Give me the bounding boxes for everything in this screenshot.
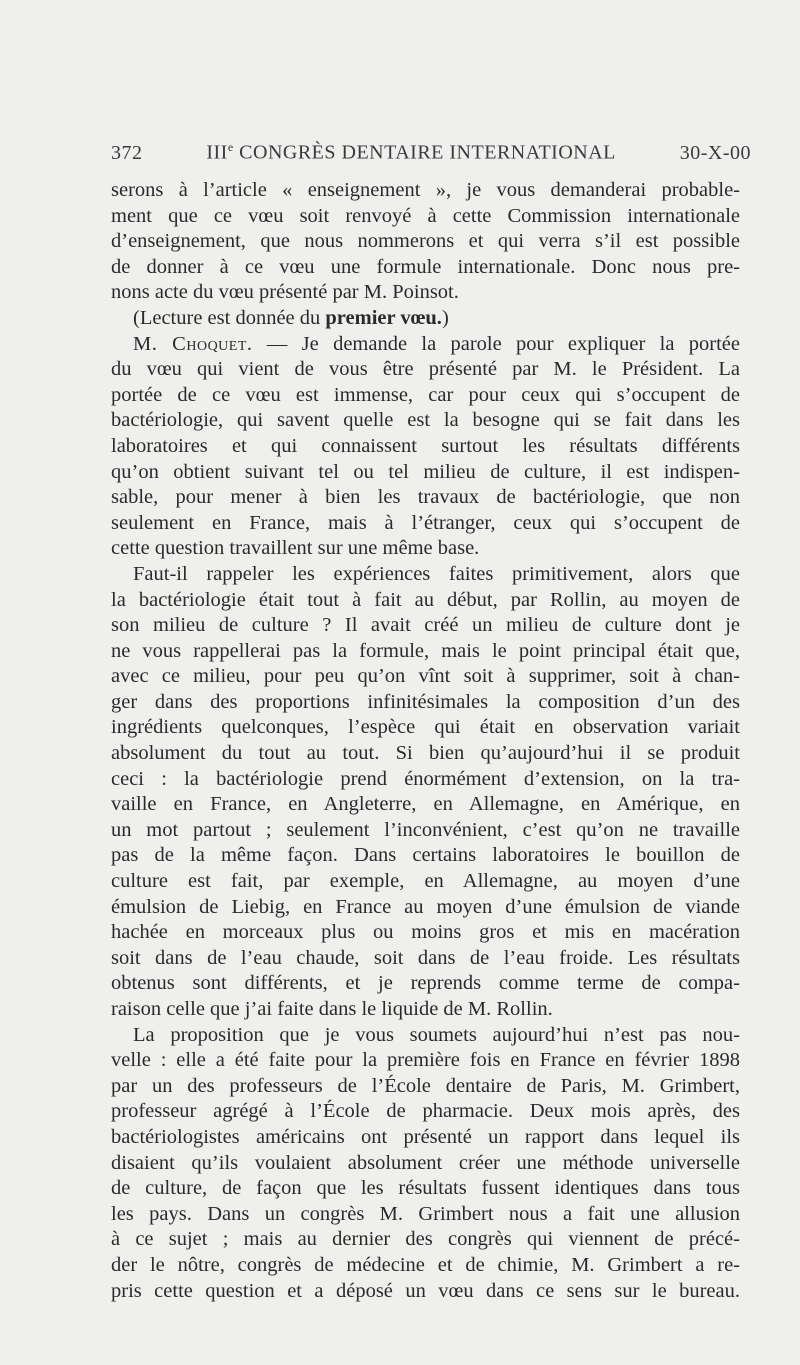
text-line: Faut-il rappeler les expériences faites primitivement, alors que [133, 562, 740, 585]
text-line: qu’on obtient suivant tel ou tel milieu de culture, il est indispen- [111, 460, 740, 483]
text-line: bactériologie, qui savent quelle est la besogne qui se fait dans les [111, 409, 740, 432]
text-line: cette question travaillent sur une même base. [111, 537, 480, 560]
text-line: pris cette question et a déposé un vœu dans ce sens sur le bureau. [111, 1279, 740, 1302]
text-line: les pays. Dans un congrès M. Grimbert nous a fait une allusion [111, 1202, 740, 1225]
text-line: la bactériologie était tout à fait au début, par Rollin, au moyen de [111, 588, 740, 611]
text-line: pas de la même façon. Dans certains laboratoires le bouillon de [111, 844, 740, 867]
text-line: portée de ce vœu est immense, car pour ceux qui s’occupent de [111, 383, 740, 406]
text-line: ger dans des proportions infinitésimales la composition d’un des [111, 690, 740, 713]
text-line: hachée en morceaux plus ou moins gros et mis en macération [111, 921, 740, 944]
text-line: (Lecture est donnée du premier vœu.) [133, 306, 449, 329]
text-line: absolument du tout au tout. Si bien qu’aujourd’hui il se produit [111, 742, 740, 765]
text-line: professeur agrégé à l’École de pharmacie. Deux mois après, des [111, 1100, 740, 1123]
text-line: der le nôtre, congrès de médecine et de chimie, M. Grimbert a re- [111, 1253, 740, 1276]
text-line: culture est fait, par exemple, en Allemagne, au moyen d’une [111, 870, 740, 893]
text-line: de culture, de façon que les résultats fussent identiques dans tous [111, 1177, 740, 1200]
text-line: La proposition que je vous soumets aujourd’hui n’est pas nou- [133, 1023, 740, 1046]
text-line: raison celle que j’ai faite dans le liquide de M. Rollin. [111, 998, 553, 1020]
text-line: ingrédients quelconques, l’espèce qui était en observation variait [111, 716, 740, 739]
text-line: velle : elle a été faite pour la première fois en France en février 1898 [111, 1049, 740, 1072]
text-line: nons acte du vœu présenté par M. Poinsot. [111, 281, 459, 304]
text-line: seulement en France, mais à l’étranger, ceux qui s’occupent de [111, 511, 740, 534]
text-line: son milieu de culture ? Il avait créé un milieu de culture dont je [111, 614, 740, 637]
text-line: sable, pour mener à bien les travaux de bactériologie, que non [111, 486, 740, 509]
session-date: 30-X-00 [679, 141, 751, 164]
running-header [111, 140, 751, 165]
text-line: laboratoires et qui connaissent surtout les résultats différents [111, 434, 740, 457]
body-text [111, 178, 740, 1304]
text-line: d’enseignement, que nous nommerons et qui verra s’il est possible [111, 230, 740, 253]
text-line: obtenus sont différents, et je reprends comme terme de compa- [111, 972, 740, 995]
text-line: par un des professeurs de l’École dentaire de Paris, M. Grimbert, [111, 1074, 740, 1097]
text-line: M. Choquet. — Je demande la parole pour expliquer la portée [133, 332, 741, 355]
text-line: avec ce milieu, pour peu qu’on vînt soit à supprimer, soit à chan- [111, 665, 740, 688]
bold-phrase: premier vœu. [325, 306, 442, 329]
page-number: 372 [111, 141, 143, 164]
text-line: émulsion de Liebig, en France au moyen d’une émulsion de viande [111, 895, 740, 918]
text-line: ceci : la bactériologie prend énormément d’extension, on la tra- [111, 767, 740, 790]
text-line: vaille en France, en Angleterre, en Allemagne, en Amérique, en [111, 793, 740, 816]
text-line: du vœu qui vient de vous être présenté par M. le Président. La [111, 358, 740, 381]
text-line: ne vous rappellerai pas la formule, mais le point principal était que, [111, 639, 740, 662]
text-line: serons à l’article « enseignement », je vous demanderai probable- [111, 179, 740, 201]
text-line: un mot partout ; seulement l’inconvénient, c’est qu’on ne travaille [111, 818, 740, 841]
text-line: disaient qu’ils voulaient absolument créer une méthode universelle [111, 1151, 740, 1174]
text-line: bactériologistes américains ont présenté un rapport dans lequel ils [111, 1125, 740, 1148]
text-line: soit dans de l’eau chaude, soit dans de l’eau froide. Les résultats [111, 946, 740, 969]
speaker-name: M. Choquet. [133, 332, 253, 355]
text-line: ment que ce vœu soit renvoyé à cette Commission internationale [111, 204, 740, 227]
running-title: IIIe CONGRÈS DENTAIRE INTERNATIONAL [206, 140, 616, 164]
text-line: de donner à ce vœu une formule internationale. Donc nous pre- [111, 255, 740, 278]
text-line: à ce sujet ; mais au dernier des congrès qui viennent de précé- [111, 1228, 740, 1251]
